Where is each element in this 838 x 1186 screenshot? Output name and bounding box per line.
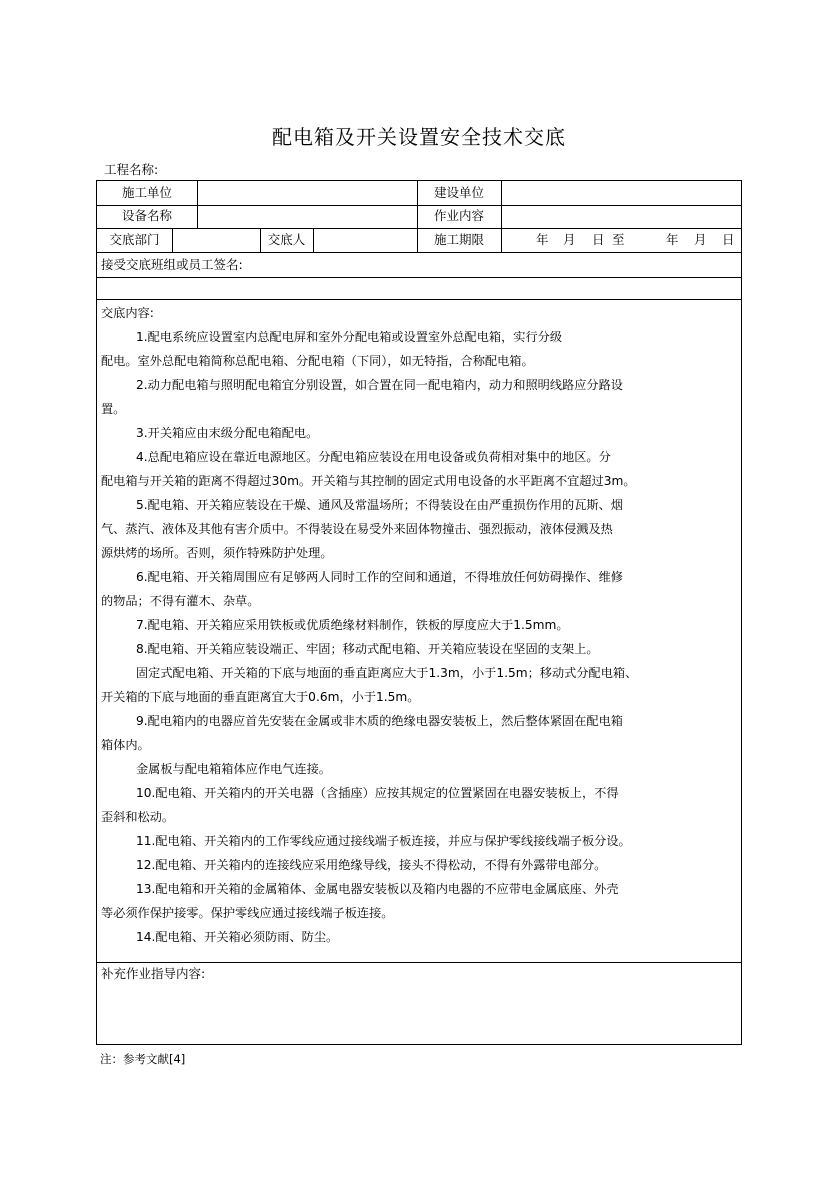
end-year-label: 年 (666, 232, 679, 247)
content-line: 7.配电箱、开关箱应采用铁板或优质绝缘材料制作，铁板的厚度应大于1.5mm。 (136, 618, 569, 632)
start-day-label: 日 (592, 232, 605, 247)
project-name-label: 工程名称: (104, 162, 159, 177)
end-month-label: 月 (694, 232, 707, 247)
dept-label: 交底部门 (109, 232, 160, 247)
content-line: 等必须作保护接零。保护零线应通过接线端子板连接。 (101, 906, 394, 920)
row-divider (97, 277, 741, 278)
client-unit-label: 建设单位 (433, 185, 484, 200)
reference-note: 注：参考文献[4] (100, 1052, 186, 1066)
content-line: 置。 (101, 402, 126, 416)
content-line: 开关箱的下底与地面的垂直距离宜大于0.6m，小于1.5m。 (101, 690, 420, 704)
end-day-label: 日 (722, 232, 735, 247)
supplement-label: 补充作业指导内容: (101, 966, 206, 981)
disclosure-form (96, 180, 742, 1045)
col-divider (501, 181, 502, 252)
col-divider (172, 228, 173, 252)
content-line: 14.配电箱、开关箱必须防雨、防尘。 (136, 930, 339, 944)
signature-label: 接受交底班组或员工签名: (101, 257, 243, 272)
supplement-field[interactable] (101, 986, 737, 1038)
content-line: 12.配电箱、开关箱内的连接线应采用绝缘导线，接头不得松动，不得有外露带电部分。 (136, 858, 607, 872)
content-line: 箱体内。 (101, 738, 150, 752)
content-line: 金属板与配电箱箱体应作电气连接。 (136, 762, 331, 776)
content-line: 配电箱与开关箱的距离不得超过30m。开关箱与其控制的固定式用电设备的水平距离不宜超过3m。 (101, 474, 636, 488)
start-month-label: 月 (563, 232, 576, 247)
content-line: 源烘烤的场所。否则，须作特殊防护处理。 (101, 546, 333, 560)
start-year-label: 年 (536, 232, 549, 247)
content-label: 交底内容: (101, 306, 154, 320)
content-line: 固定式配电箱、开关箱的下底与地面的垂直距离应大于1.3m，小于1.5m；移动式分配电箱、 (136, 666, 638, 680)
page-title: 配电箱及开关设置安全技术交底 (272, 125, 566, 149)
content-line: 的物品；不得有灌木、杂草。 (101, 594, 260, 608)
content-line: 配电。室外总配电箱简称总配电箱、分配电箱（下同），如无特指，合称配电箱。 (101, 354, 534, 368)
content-lines (101, 325, 737, 949)
period-label: 施工期限 (433, 232, 484, 247)
content-line: 3.开关箱应由末级分配电箱配电。 (136, 426, 319, 440)
work-content-label: 作业内容 (433, 208, 484, 223)
content-line: 8.配电箱、开关箱应装设端正、牢固；移动式配电箱、开关箱应装设在坚固的支架上。 (136, 642, 599, 656)
row-divider (97, 228, 741, 229)
content-line: 9.配电箱内的电器应首先安装在金属或非木质的绝缘电器安装板上，然后整体紧固在配电箱 (136, 714, 623, 728)
content-line: 2.动力配电箱与照明配电箱宜分别设置，如合置在同一配电箱内，动力和照明线路应分路设 (136, 378, 623, 392)
person-label: 交底人 (267, 232, 306, 247)
row-divider (97, 299, 741, 300)
equipment-name-label: 设备名称 (121, 208, 172, 223)
col-divider (313, 228, 314, 252)
disclosure-content (101, 301, 737, 949)
content-line: 6.配电箱、开关箱周围应有足够两人同时工作的空间和通道，不得堆放任何妨碍操作、维修 (136, 570, 623, 584)
content-line: 11.配电箱、开关箱内的工作零线应通过接线端子板连接，并应与保护零线接线端子板分设。 (136, 834, 631, 848)
content-line: 歪斜和松动。 (101, 810, 175, 824)
content-line: 10.配电箱、开关箱内的开关电器（含插座）应按其规定的位置紧固在电器安装板上，不得 (136, 786, 619, 800)
col-divider (197, 181, 198, 228)
construction-unit-label: 施工单位 (121, 185, 172, 200)
content-line: 13.配电箱和开关箱的金属箱体、金属电器安装板以及箱内电器的不应带电金属底座、外壳 (136, 882, 619, 896)
content-line: 4.总配电箱应设在靠近电源地区。分配电箱应装设在用电设备或负荷相对集中的地区。分 (136, 450, 611, 464)
row-divider (97, 252, 741, 253)
content-line: 5.配电箱、开关箱应装设在干燥、通风及常温场所；不得装设在由严重损伤作用的瓦斯、烟 (136, 498, 623, 512)
date-to-label: 至 (612, 232, 625, 247)
content-line: 1.配电系统应设置室内总配电屏和室外分配电箱或设置室外总配电箱，实行分级 (136, 330, 563, 344)
content-line: 气、蒸汽、液体及其他有害介质中。不得装设在易受外来固体物撞击、强烈振动，液体侵溅及热 (101, 522, 613, 536)
row-divider (97, 962, 741, 963)
